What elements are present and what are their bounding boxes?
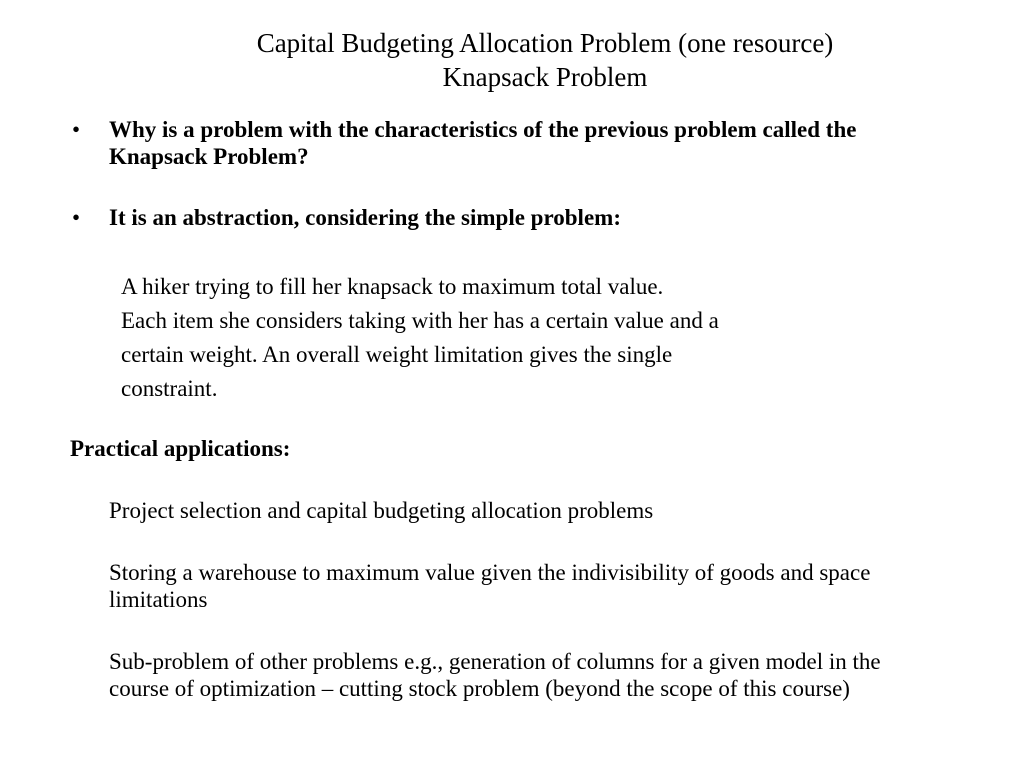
title-line-2: Knapsack Problem <box>442 62 648 92</box>
slide-title <box>100 26 990 94</box>
description-line: Each item she considers taking with her has a certain value and a <box>121 308 719 333</box>
bullet-text: Why is a problem with the characteristics of the previous problem called the Knapsack Problem? <box>109 117 857 169</box>
hiker-description <box>121 270 901 406</box>
applications-heading: Practical applications: <box>70 436 291 461</box>
description-line: A hiker trying to fill her knapsack to maximum total value. <box>121 274 664 299</box>
bullet-marker: • <box>72 205 81 230</box>
application-item: Project selection and capital budgeting allocation problems <box>109 498 654 523</box>
bullet-text: It is an abstraction, considering the simple problem: <box>109 205 621 230</box>
application-item: Storing a warehouse to maximum value given the indivisibility of goods and space limitations <box>109 560 871 612</box>
application-item: Sub-problem of other problems e.g., generation of columns for a given model in the course of optimization – cutting stock problem (beyond the scope of this course) <box>109 649 881 701</box>
description-line: certain weight. An overall weight limitation gives the single <box>121 342 673 367</box>
description-line: constraint. <box>121 376 218 401</box>
bullet-marker: • <box>72 117 81 142</box>
title-line-1: Capital Budgeting Allocation Problem (one resource) <box>256 28 834 58</box>
